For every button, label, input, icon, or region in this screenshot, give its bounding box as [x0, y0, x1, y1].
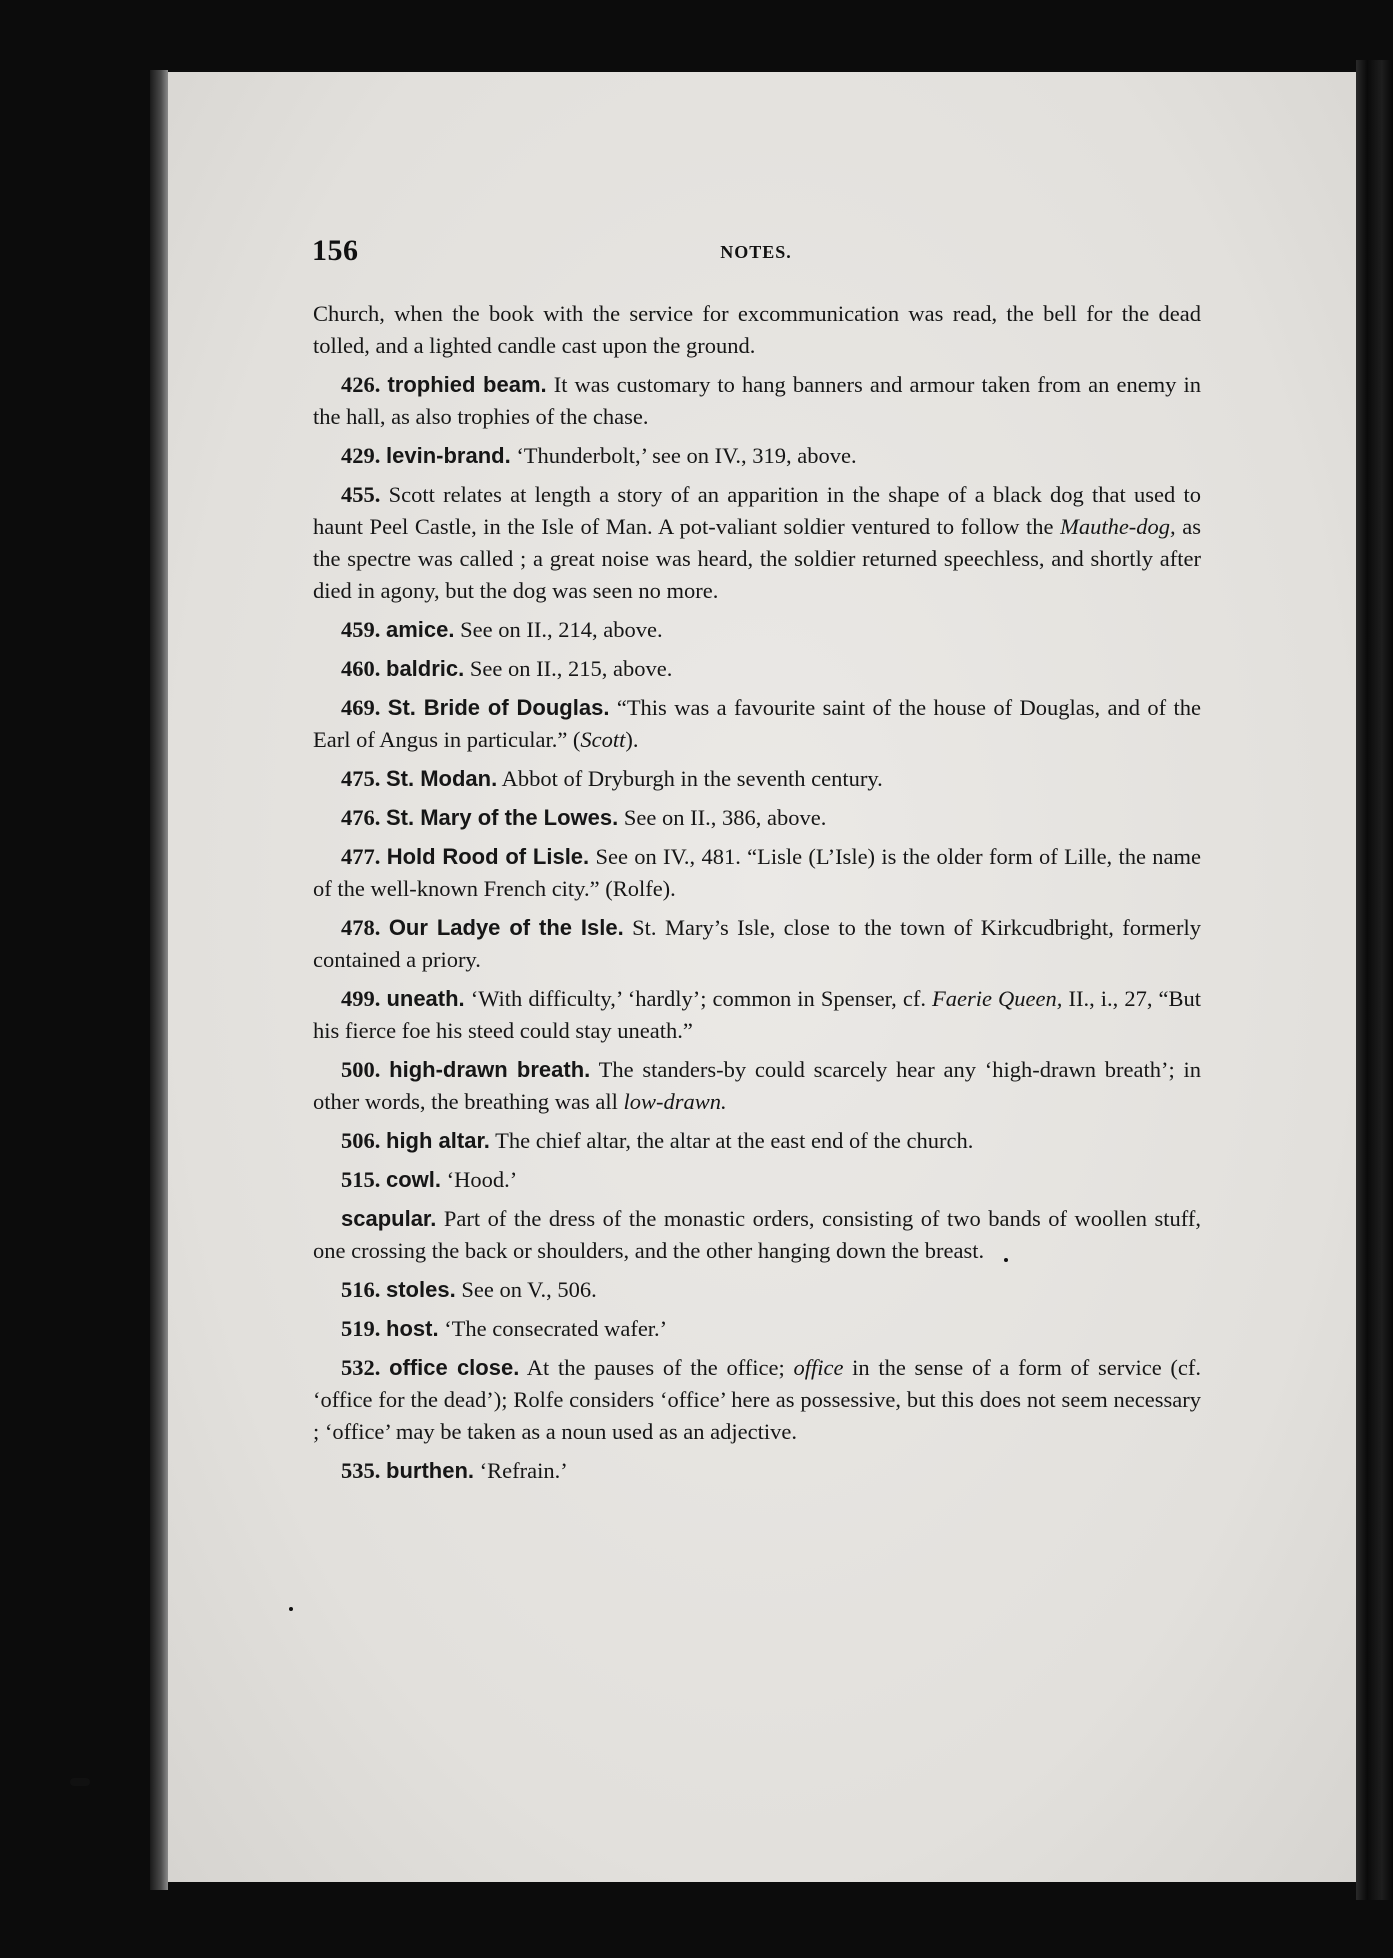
note-entry: [313, 653, 1201, 685]
note-headword: Our Ladye of the Isle.: [388, 915, 624, 940]
note-entry: [313, 1203, 1201, 1267]
note-entry: [313, 614, 1201, 646]
note-entry: [313, 1313, 1201, 1345]
note-headword: burthen.: [386, 1458, 474, 1483]
note-headword: baldric.: [386, 656, 465, 681]
note-line-number: 429.: [341, 443, 381, 468]
note-text: See on V., 506.: [455, 1277, 597, 1302]
note-line-number: 455.: [341, 482, 381, 507]
note-italic-text: Faerie Queen,: [932, 986, 1063, 1011]
note-text: Abbot of Dryburgh in the seventh century.: [497, 766, 883, 791]
note-text: ‘Thunderbolt,’ see on IV., 319, above.: [510, 443, 857, 468]
note-line-number: 478.: [341, 915, 381, 940]
scan-left-edge: [150, 70, 168, 1890]
note-text: ‘The consecrated wafer.’: [438, 1316, 668, 1341]
note-headword: stoles.: [386, 1277, 456, 1302]
note-line-number: 506.: [341, 1128, 381, 1153]
note-headword: uneath.: [386, 986, 465, 1011]
note-line-number: 532.: [341, 1355, 381, 1380]
note-italic-text: office: [793, 1355, 844, 1380]
note-headword: host.: [386, 1316, 439, 1341]
note-entry: [313, 692, 1201, 756]
note-italic-text: Mauthe-dog,: [1060, 514, 1176, 539]
note-line-number: 476.: [341, 805, 381, 830]
header-title: NOTES.: [720, 242, 792, 262]
notes-text-block: [313, 298, 1201, 1494]
note-entry: [313, 1125, 1201, 1157]
note-headword: St. Mary of the Lowes.: [386, 805, 619, 830]
note-entry: [313, 1054, 1201, 1118]
note-headword: St. Bride of Douglas.: [387, 695, 610, 720]
note-entry: [313, 802, 1201, 834]
note-headword: trophied beam.: [387, 372, 547, 397]
note-line-number: 475.: [341, 766, 381, 791]
note-entry: [313, 298, 1201, 362]
note-line-number: 477.: [341, 844, 381, 869]
note-headword: high-drawn breath.: [389, 1057, 591, 1082]
note-text: At the pauses of the office;: [519, 1355, 794, 1380]
scan-speck: [70, 1778, 90, 1786]
note-line-number: 516.: [341, 1277, 381, 1302]
note-headword: Hold Rood of Lisle.: [386, 844, 590, 869]
note-line-number: 499.: [341, 986, 381, 1011]
note-text: ).: [625, 727, 639, 752]
note-line-number: 500.: [341, 1057, 381, 1082]
note-text: See on II., 215, above.: [464, 656, 673, 681]
note-text: It was customary to hang banners and armour taken from an enemy in the hall, as also trophies of the chase.: [313, 372, 1202, 429]
note-entry: [313, 763, 1201, 795]
note-text: “This was a favourite saint of the house of Douglas, and of the Earl of Angus in particular.” (: [313, 695, 1201, 752]
note-headword: high altar.: [386, 1128, 490, 1153]
note-headword: amice.: [386, 617, 455, 642]
note-line-number: 426.: [341, 372, 381, 397]
note-entry: [313, 912, 1201, 976]
note-text: as the spectre was called ; a great noise was heard, the soldier returned speechless, and shortly after died in agony, but the dog was seen no more.: [313, 514, 1201, 603]
note-entry: [313, 369, 1201, 433]
note-text: Part of the dress of the monastic orders, consisting of two bands of woollen stuff, one crossing the back or shoulders, and the other hanging down the breast.: [313, 1206, 1201, 1263]
note-entry: [313, 479, 1201, 607]
note-headword: levin-brand.: [386, 443, 511, 468]
note-text: ‘Refrain.’: [474, 1458, 568, 1483]
note-text: St. Mary’s Isle, close to the town of Kirkcudbright, formerly contained a priory.: [313, 915, 1202, 972]
note-line-number: 459.: [341, 617, 381, 642]
note-text: The standers-by could scarcely hear any ‘high-drawn breath’; in other words, the breathing was all: [313, 1057, 1202, 1114]
note-line-number: 515.: [341, 1167, 381, 1192]
note-entry: [313, 1274, 1201, 1306]
note-entry: [313, 841, 1201, 905]
note-text: ‘Hood.’: [441, 1167, 518, 1192]
note-text: II., i., 27, “But his fierce foe his steed could stay uneath.”: [313, 986, 1202, 1043]
note-text: See on IV., 481. “Lisle (L’Isle) is the older form of Lille, the name of the well-known French city.” (Rolfe).: [313, 844, 1201, 901]
note-entry: [313, 1352, 1201, 1448]
note-italic-text: Scott: [580, 727, 626, 752]
book-gutter: [1356, 60, 1393, 1900]
running-head: [312, 234, 1200, 274]
note-line-number: 519.: [341, 1316, 381, 1341]
page-number: 156: [312, 234, 359, 267]
note-headword: cowl.: [386, 1167, 442, 1192]
note-continuation-text: Church, when the book with the service for excommunication was read, the bell for the dead tolled, and a lighted candle cast upon the ground.: [313, 301, 1201, 358]
scan-speck: [1004, 1258, 1008, 1262]
note-text: Scott relates at length a story of an apparition in the shape of a black dog that used to haunt Peel Castle, in the Isle of Man. A pot-valiant soldier ventured to follow the: [313, 482, 1202, 539]
note-headword: office close.: [389, 1355, 520, 1380]
note-text: See on II., 386, above.: [618, 805, 827, 830]
note-entry: [313, 1164, 1201, 1196]
note-line-number: 469.: [341, 695, 381, 720]
note-headword: St. Modan.: [386, 766, 498, 791]
note-line-number: 535.: [341, 1458, 381, 1483]
note-text: The chief altar, the altar at the east end of the church.: [489, 1128, 974, 1153]
note-headword: scapular.: [341, 1206, 437, 1231]
note-line-number: 460.: [341, 656, 381, 681]
note-text: in the sense of a form of service (cf. ‘office for the dead’); Rolfe considers ‘office’ here as possessive, but this does not seem necessary ; ‘office’ may be taken as a noun used as an adjective.: [313, 1355, 1201, 1444]
note-text: See on II., 214, above.: [454, 617, 663, 642]
note-entry: [313, 1455, 1201, 1487]
note-entry: [313, 983, 1201, 1047]
note-italic-text: low-drawn.: [623, 1089, 727, 1114]
scan-speck: [289, 1607, 293, 1611]
note-text: ‘With difficulty,’ ‘hardly’; common in Spenser, cf.: [464, 986, 933, 1011]
note-entry: [313, 440, 1201, 472]
